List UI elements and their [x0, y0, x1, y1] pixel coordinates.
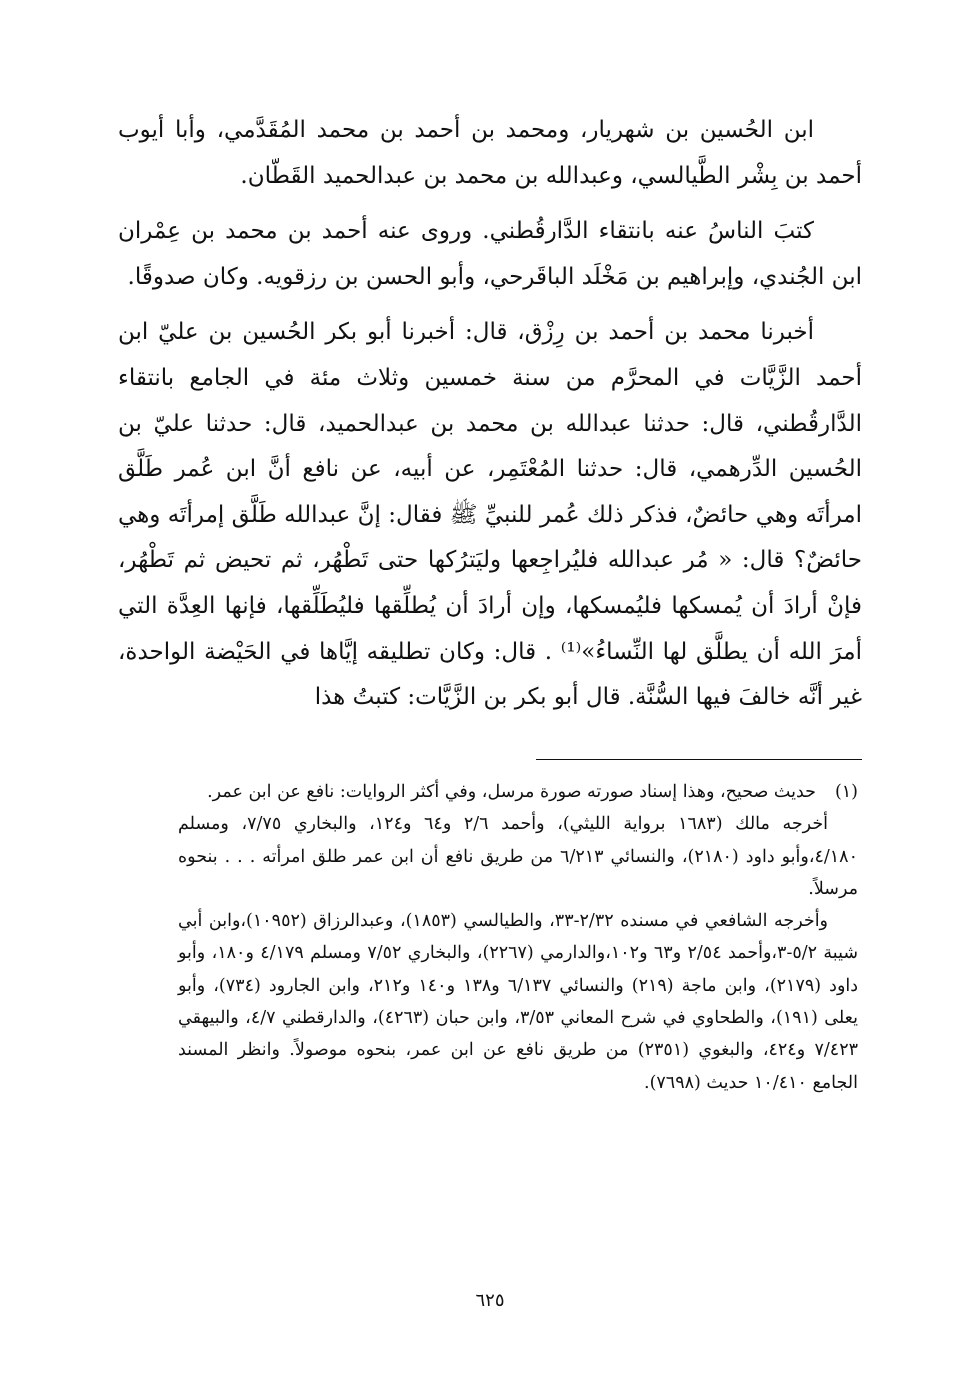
- main-text: [118, 108, 862, 721]
- body-paragraph: كتبَ الناسُ عنه بانتقاء الدَّارقُطني. وروى عنه أحمد بن محمد بن عِمْران ابن الجُندي، وإبراهيم بن مَخْلَد الباقَرحي، وأبو الحسن بن رزقويه. وكان صدوقًا.: [118, 218, 862, 290]
- footnote-paragraph: وأخرجه الشافعي في مسنده ٢/٣٢-٣٣، والطيالسي (١٨٥٣)، وعبدالرزاق (١٠٩٥٢)،وابن أبي شيبة ٥/٢-٣،وأحمد ٢/٥٤ و٦٣ و١٠٢،والدارمي (٢٢٦٧)، والبخاري ٧/٥٢ ومسلم ٤/١٧٩ و١٨٠، وأبو داود (٢١٧٩)، وابن ماجة (٢١٩) والنسائي ٦/١٣٧ و١٣٨ و١٤٠ و٢١٢، وابن الجارود (٧٣٤)، وأبو يعلى (١٩١)، والطحاوي في شرح المعاني ٣/٥٣، وابن حبان (٤٢٦٣)، والدارقطني ٤/٧، والبيهقي ٧/٤٢٣ و٤٢٤، والبغوي (٢٣٥١) من طريق نافع عن ابن عمر، بنحوه موصولاً. وانظر المسند الجامع ١٠/٤١٠ حديث (٧٦٩٨).: [178, 911, 859, 1093]
- footnote-marker: (١): [834, 782, 858, 802]
- footnote-paragraph: أخرجه مالك (١٦٨٣ برواية الليثي)، وأحمد ٢/٦ و٦٤ و١٢٤، والبخاري ٧/٧٥، ومسلم ٤/١٨٠،وأبو داود (٢١٨٠)، والنسائي ٦/٢١٣ من طريق نافع أن ابن عمر طلق امرأته . . . بنحوه مرسلاً.: [178, 814, 858, 899]
- footnotes: [178, 776, 858, 1099]
- body-paragraph: ابن الحُسين بن شهريار، ومحمد بن أحمد بن محمد المُقَدَّمي، وأبا أيوب أحمد بن بِشْر الطَّيالسي، وعبدالله بن محمد بن عبدالحميد القَطّان.: [118, 117, 862, 189]
- footnote-separator: [536, 759, 862, 760]
- page-number: ٦٢٥: [475, 1290, 505, 1311]
- footnote-1: [178, 776, 858, 808]
- body-paragraph: أخبرنا محمد بن أحمد بن رِزْق، قال: أخبرنا أبو بكر الحُسين بن عليّ ابن أحمد الزَّيَّات في المحرَّم من سنة خمسين وثلاث مئة في الجامع بانتقاء الدَّارقُطني، قال: حدثنا عبدالله بن محمد بن عبدالحميد، قال: حدثنا عليّ بن الحُسين الدِّرهمي، قال: حدثنا المُعْتَمِر، عن أبيه، عن نافع أنَّ ابن عُمر طَلَّق امرأتَه وهي حائضٌ، فذكر ذلك عُمر للنبيِّ ﷺ فقال: إنَّ عبدالله طَلَّق إمرأتَه وهي حائضٌ؟ قال: « مُر عبدالله فليُراجِعها وليَترُكها حتى تَطْهُر، ثم تحيض ثم تَطْهُر، فإنْ أرادَ أن يُمسكها فليُمسكها، وإن أرادَ أن يُطلِّقها فليُطَلِّقها، فإنها العِدَّة التي أمرَ الله أن يطلَّق لها النِّساءُ»⁽¹⁾ . قال: وكان تطليقه إيَّاها في الحَيْضة الواحدة، غير أنَّه خالفَ فيها السُّنَّة. قال أبو بكر بن الزَّيَّات: كتبتُ هذا: [118, 319, 862, 711]
- footnote-text: حديث صحيح، وهذا إسناد صورته صورة مرسل، وفي أكثر الروايات: نافع عن ابن عمر.: [207, 782, 816, 802]
